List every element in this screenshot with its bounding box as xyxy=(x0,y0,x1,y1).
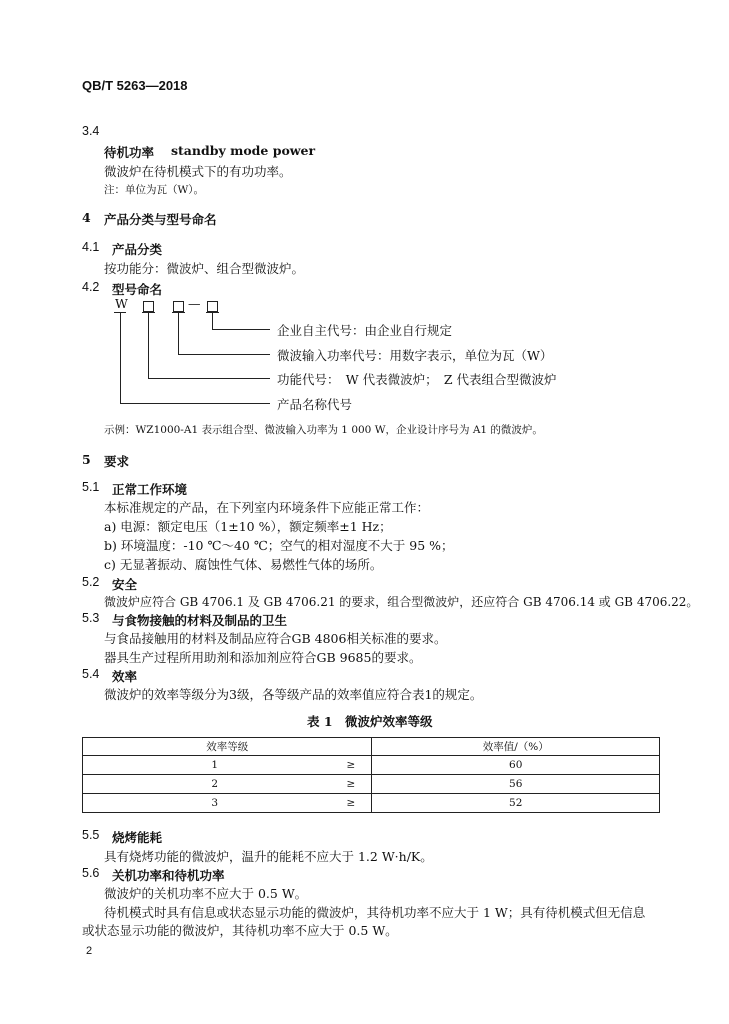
clause-4-title: 产品分类与型号命名 xyxy=(104,212,217,227)
table-row xyxy=(83,756,660,775)
model-letter-w: W xyxy=(115,296,128,311)
term-note: 注：单位为瓦（W）。 xyxy=(104,184,205,196)
clause-5-6-line-2: 待机模式时具有信息或状态显示功能的微波炉，其待机功率不应大于 1 W；具有待机模式但无信息 xyxy=(104,905,646,920)
clause-5-6-number: 5.6 xyxy=(82,866,100,880)
function-code-label: 功能代号： W 代表微波炉； Z 代表组合型微波炉 xyxy=(277,372,557,387)
clause-5-6-title: 关机功率和待机功率 xyxy=(112,868,225,883)
header-grade: 效率等级 xyxy=(83,738,372,756)
clause-4-number: 4 xyxy=(82,210,91,225)
model-example: 示例：WZ1000-A1 表示组合型、微波输入功率为 1 000 W，企业设计序号为 A1 的微波炉。 xyxy=(104,424,543,436)
clause-5-4-title: 效率 xyxy=(112,669,138,684)
clause-4-2-number: 4.2 xyxy=(82,280,100,294)
table-row xyxy=(83,794,660,813)
value-cell: 56 xyxy=(372,775,660,794)
clause-5-2-number: 5.2 xyxy=(82,575,100,589)
efficiency-table xyxy=(82,737,660,813)
clause-5-2-text: 微波炉应符合 GB 4706.1 及 GB 4706.21 的要求，组合型微波炉，还应符合 GB 4706.14 或 GB 4706.22。 xyxy=(104,595,699,609)
model-dash: — xyxy=(188,296,201,311)
clause-3-4-number: 3.4 xyxy=(82,124,100,138)
table-row xyxy=(83,775,660,794)
clause-5-4-text: 微波炉的效率等级分为3级，各等级产品的效率值应符合表1的规定。 xyxy=(104,687,483,702)
clause-5-5-text: 具有烧烤功能的微波炉，温升的能耗不应大于 1.2 W·h/K。 xyxy=(104,849,433,864)
page-number: 2 xyxy=(86,945,93,957)
op-cell: ≥ xyxy=(347,775,372,794)
table-header-row xyxy=(83,738,660,756)
op-cell: ≥ xyxy=(347,794,372,813)
header-value: 效率值/（%） xyxy=(372,738,660,756)
table-caption: 表 1 微波炉效率等级 xyxy=(307,714,433,729)
grade-cell: 3 xyxy=(83,794,347,813)
standard-number: QB/T 5263—2018 xyxy=(82,78,188,93)
clause-5-1-number: 5.1 xyxy=(82,480,100,494)
clause-5-2-title: 安全 xyxy=(112,577,138,592)
value-cell: 52 xyxy=(372,794,660,813)
term-definition: 微波炉在待机模式下的有功功率。 xyxy=(104,164,292,179)
clause-5-3-title: 与食物接触的材料及制品的卫生 xyxy=(112,613,288,628)
clause-5-title: 要求 xyxy=(104,454,130,469)
term-en: standby mode power xyxy=(171,143,316,158)
clause-5-6-line-1: 微波炉的关机功率不应大于 0.5 W。 xyxy=(104,886,308,901)
product-name-label: 产品名称代号 xyxy=(277,397,353,412)
clause-5-5-title: 烧烤能耗 xyxy=(112,830,163,845)
term-cn: 待机功率 xyxy=(104,145,155,160)
clause-5-6-line-3: 或状态显示功能的微波炉，其待机功率不应大于 0.5 W。 xyxy=(82,923,398,938)
clause-5-1-intro: 本标准规定的产品，在下列室内环境条件下应能正常工作： xyxy=(104,500,430,515)
power-code-box xyxy=(173,301,184,312)
function-code-box xyxy=(143,301,154,312)
enterprise-code-box xyxy=(207,301,218,312)
clause-4-2-title: 型号命名 xyxy=(112,282,163,297)
clause-4-1-title: 产品分类 xyxy=(112,242,163,257)
clause-4-1-number: 4.1 xyxy=(82,240,100,254)
power-code-label: 微波输入功率代号：用数字表示，单位为瓦（W） xyxy=(277,348,553,363)
clause-5-1-item-b: b) 环境温度：-10 ℃～40 ℃；空气的相对湿度不大于 95 %； xyxy=(104,538,454,553)
clause-5-3-number: 5.3 xyxy=(82,611,100,625)
grade-cell: 1 xyxy=(83,756,347,775)
op-cell: ≥ xyxy=(347,756,372,775)
clause-4-1-text: 按功能分：微波炉、组合型微波炉。 xyxy=(104,261,305,276)
clause-5-1-item-a: a) 电源：额定电压（1±10 %），额定频率±1 Hz； xyxy=(104,519,392,534)
clause-5-1-item-c: c) 无显著振动、腐蚀性气体、易燃性气体的场所。 xyxy=(104,557,383,572)
clause-5-1-title: 正常工作环境 xyxy=(112,482,188,497)
value-cell: 60 xyxy=(372,756,660,775)
grade-cell: 2 xyxy=(83,775,347,794)
clause-5-3-line-2: 器具生产过程所用助剂和添加剂应符合GB 9685的要求。 xyxy=(104,650,422,665)
clause-5-5-number: 5.5 xyxy=(82,828,100,842)
enterprise-code-label: 企业自主代号：由企业自行规定 xyxy=(277,323,453,338)
clause-5-3-line-1: 与食品接触用的材料及制品应符合GB 4806相关标准的要求。 xyxy=(104,631,447,646)
clause-5-4-number: 5.4 xyxy=(82,667,100,681)
clause-5-number: 5 xyxy=(82,452,91,467)
